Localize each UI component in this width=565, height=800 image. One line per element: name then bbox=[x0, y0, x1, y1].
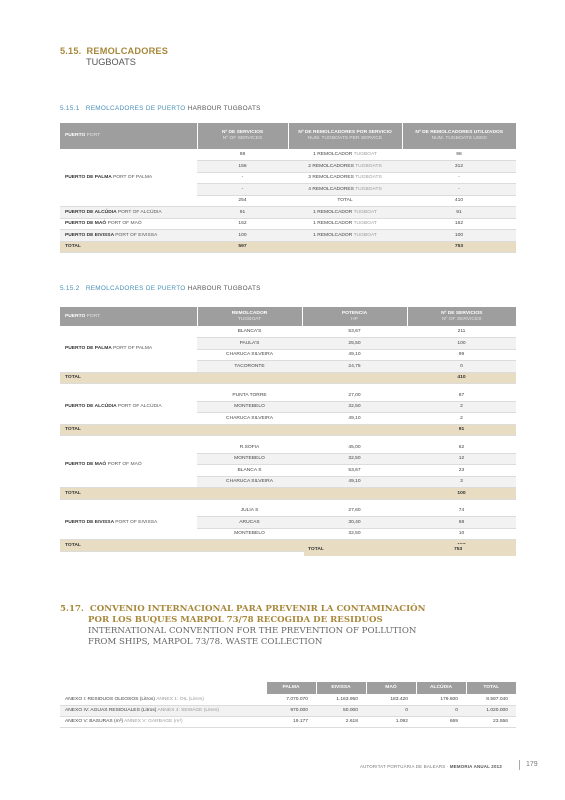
tugs-cell: 3 REMOLCADORES TUGBOATS bbox=[288, 172, 402, 184]
tugboat-cell: BLANCA S bbox=[197, 465, 302, 477]
services-cell: 3 bbox=[407, 476, 516, 488]
power-cell: 30,40 bbox=[302, 517, 407, 529]
subsection-title-es: REMOLCADORES DE PUERTO bbox=[85, 285, 186, 292]
services-cell: 156 bbox=[197, 161, 288, 173]
table-header-row bbox=[60, 123, 516, 149]
services-cell: 87 bbox=[407, 390, 516, 402]
services-cell: 100 bbox=[197, 230, 288, 242]
services-cell: 68 bbox=[407, 517, 516, 529]
table-row bbox=[60, 705, 516, 716]
used-cell: - bbox=[402, 172, 516, 184]
col-header-port: PUERTO PORT bbox=[60, 307, 197, 326]
marpol-title-es-1: 5.17. CONVENIO INTERNACIONAL PARA PREVENIR LA CONTAMINACIÓN bbox=[60, 604, 426, 614]
tugboat-cell: CHARUCA SILVEIRA bbox=[197, 476, 302, 488]
used-cell: 91 bbox=[402, 207, 516, 219]
power-cell: 24,75 bbox=[302, 361, 407, 373]
power-cell: 27,00 bbox=[302, 390, 407, 402]
subsection-title-en: HARBOUR TUGBOATS bbox=[187, 285, 261, 292]
group-total-row bbox=[60, 424, 516, 436]
tugboat-cell: JULIA S bbox=[197, 505, 302, 517]
tugboats-power-table bbox=[60, 307, 516, 552]
col-header-tugs-used: Nº DE REMOLCADORES UTILIZADOS NUM. TUGBOATS USED bbox=[402, 123, 516, 149]
total-used: 753 bbox=[402, 241, 516, 253]
power-cell: 45,00 bbox=[302, 442, 407, 454]
total-empty bbox=[197, 540, 302, 552]
value-cell: 19.177 bbox=[266, 716, 316, 727]
section-number: 5.15. bbox=[60, 46, 82, 56]
total-label: TOTAL bbox=[60, 424, 197, 436]
total-empty bbox=[288, 241, 402, 253]
marpol-title-en-2: FROM SHIPS, MARPOL 73/78. WASTE COLLECTION bbox=[88, 637, 323, 647]
total-empty bbox=[197, 488, 302, 500]
total-label: TOTAL bbox=[60, 488, 197, 500]
table-row bbox=[60, 505, 516, 517]
services-cell: 254 bbox=[197, 195, 288, 207]
col-header-services: Nº DE SERVICIOS Nº OF SERVICES bbox=[407, 307, 516, 326]
services-cell: 12 bbox=[407, 453, 516, 465]
services-cell: 2 bbox=[407, 413, 516, 425]
power-cell: 32,50 bbox=[302, 453, 407, 465]
table-row bbox=[60, 218, 516, 230]
col-header-total: TOTAL bbox=[466, 682, 516, 694]
total-empty bbox=[197, 372, 302, 384]
section-title-es: REMOLCADORES bbox=[86, 46, 169, 56]
services-cell: 10 bbox=[407, 528, 516, 540]
services-cell: 211 bbox=[407, 326, 516, 338]
services-cell: - bbox=[197, 184, 288, 196]
marpol-title-es-2: POR LOS BUQUES MARPOL 73/78 RECOGIDA DE RESIDUOS bbox=[88, 615, 383, 625]
tugs-cell: TOTAL bbox=[288, 195, 402, 207]
table-header-row bbox=[60, 307, 516, 326]
total-empty bbox=[302, 488, 407, 500]
total-label: TOTAL bbox=[60, 372, 197, 384]
total-label: TOTAL bbox=[60, 540, 197, 552]
table-row bbox=[60, 149, 516, 161]
table-row bbox=[60, 694, 516, 705]
subsection-title-es: REMOLCADORES DE PUERTO bbox=[85, 105, 186, 112]
col-header-eivissa: EIVISSA bbox=[316, 682, 366, 694]
value-cell: 0 bbox=[416, 705, 466, 716]
value-cell: 179.600 bbox=[416, 694, 466, 705]
tugboat-cell: MONTEBELO bbox=[197, 453, 302, 465]
table-row bbox=[60, 716, 516, 727]
total-value: 100 bbox=[407, 488, 516, 500]
col-header-tugboat: REMOLCADOR TUGBOAT bbox=[197, 307, 302, 326]
marpol-heading bbox=[60, 604, 425, 648]
waste-collection-table bbox=[60, 682, 516, 728]
section-heading bbox=[60, 46, 168, 68]
annex-label: ANEXO IV: AGUAS RESIDUALES (Litros) ANNEX 4: SEWAGE (Litres) bbox=[60, 705, 266, 716]
table-row bbox=[60, 207, 516, 219]
grand-total-bar bbox=[304, 544, 516, 556]
used-cell: 312 bbox=[402, 161, 516, 173]
tugs-cell: 1 REMOLCADOR TUGBOAT bbox=[288, 218, 402, 230]
footer-separator: · bbox=[446, 764, 449, 769]
col-header-empty bbox=[60, 682, 266, 694]
services-cell: - bbox=[197, 172, 288, 184]
value-cell: 183.420 bbox=[366, 694, 416, 705]
page-number: 179 bbox=[526, 761, 538, 768]
tugs-cell: 1 REMOLCADOR TUGBOAT bbox=[288, 149, 402, 161]
subsection-heading-2 bbox=[60, 285, 261, 292]
value-cell: 23.556 bbox=[466, 716, 516, 727]
tugboat-cell: CHARUCA SILVEIRA bbox=[197, 413, 302, 425]
used-cell: 100 bbox=[402, 230, 516, 242]
services-cell: 2 bbox=[407, 401, 516, 413]
grand-total-label: TOTAL bbox=[308, 547, 324, 552]
tugboat-cell: CHARUCA SILVEIRA bbox=[197, 349, 302, 361]
value-cell: 1.092 bbox=[366, 716, 416, 727]
tugboat-cell: PUNTA TORRE bbox=[197, 390, 302, 402]
services-cell: 74 bbox=[407, 505, 516, 517]
table-total-row bbox=[60, 241, 516, 253]
total-value: 91 bbox=[407, 424, 516, 436]
col-header-mao: MAÓ bbox=[366, 682, 416, 694]
harbour-tugboats-services-table bbox=[60, 123, 516, 253]
port-cell-palma: PUERTO DE PALMA PORT OF PALMA bbox=[60, 149, 197, 207]
port-cell-alcudia: PUERTO DE ALCÚDIA PORT OF ALCÚDIA bbox=[60, 207, 197, 219]
value-cell: 669 bbox=[416, 716, 466, 727]
annex-label: ANEXO I: RESIDUOS OLEOSOS (Litros) ANNEX 1: OIL (Litres) bbox=[60, 694, 266, 705]
footer-report: MEMORIA ANUAL 2013 bbox=[449, 764, 502, 769]
port-cell-eivissa: PUERTO DE EIVISSA PORT OF EIVISSA bbox=[60, 230, 197, 242]
power-cell: 27,60 bbox=[302, 505, 407, 517]
table-row bbox=[60, 442, 516, 454]
table-row bbox=[60, 230, 516, 242]
group-total-row bbox=[60, 488, 516, 500]
total-empty bbox=[197, 424, 302, 436]
services-cell: 0 bbox=[407, 361, 516, 373]
value-cell: 50.000 bbox=[316, 705, 366, 716]
value-cell: 1.163.950 bbox=[316, 694, 366, 705]
tugboat-cell: ARUCAS bbox=[197, 517, 302, 529]
col-header-palma: PALMA bbox=[266, 682, 316, 694]
value-cell: 8.597.040 bbox=[466, 694, 516, 705]
marpol-title-en-1: INTERNATIONAL CONVENTION FOR THE PREVENTION OF POLLUTION bbox=[88, 626, 417, 636]
used-cell: - bbox=[402, 184, 516, 196]
tugs-cell: 1 REMOLCADOR TUGBOAT bbox=[288, 230, 402, 242]
port-cell: PUERTO DE PALMA PORT OF PALMA bbox=[60, 326, 197, 372]
table-header-row bbox=[60, 682, 516, 694]
power-cell: 49,10 bbox=[302, 413, 407, 425]
services-cell: 91 bbox=[197, 207, 288, 219]
services-cell: 98 bbox=[197, 149, 288, 161]
total-services: 597 bbox=[197, 241, 288, 253]
subsection-heading-1 bbox=[60, 105, 261, 112]
subsection-title-en: HARBOUR TUGBOATS bbox=[187, 105, 261, 112]
port-cell: PUERTO DE EIVISSA PORT OF EIVISSA bbox=[60, 505, 197, 540]
value-cell: 1.020.000 bbox=[466, 705, 516, 716]
grand-total-value: 753 bbox=[454, 547, 463, 552]
total-empty bbox=[302, 424, 407, 436]
tugs-cell: 2 REMOLCADORES TUGBOATS bbox=[288, 161, 402, 173]
tugboat-cell: MONTEBELO bbox=[197, 401, 302, 413]
section-title-en: TUGBOATS bbox=[86, 57, 136, 67]
subsection-number: 5.15.2 bbox=[60, 285, 80, 292]
footer-divider bbox=[519, 760, 520, 770]
tugs-cell: 4 REMOLCADORES TUGBOATS bbox=[288, 184, 402, 196]
col-header-services: Nº DE SERVICIOS Nº OF SERVICES bbox=[197, 123, 288, 149]
total-label: TOTAL bbox=[60, 241, 197, 253]
value-cell: 7.070.070 bbox=[266, 694, 316, 705]
power-cell: 32,50 bbox=[302, 401, 407, 413]
services-cell: 99 bbox=[407, 349, 516, 361]
power-cell: 49,10 bbox=[302, 349, 407, 361]
tugboat-cell: BLANCA'S bbox=[197, 326, 302, 338]
services-cell: 62 bbox=[407, 442, 516, 454]
power-cell: 53,67 bbox=[302, 465, 407, 477]
power-cell: 49,10 bbox=[302, 476, 407, 488]
used-cell: 410 bbox=[402, 195, 516, 207]
used-cell: 98 bbox=[402, 149, 516, 161]
services-cell: 152 bbox=[197, 218, 288, 230]
used-cell: 152 bbox=[402, 218, 516, 230]
port-cell: PUERTO DE ALCÚDIA PORT OF ALCÚDIA bbox=[60, 390, 197, 425]
power-cell: 53,67 bbox=[302, 326, 407, 338]
tugboat-cell: TACORONTE bbox=[197, 361, 302, 373]
col-header-port: PUERTO PORT bbox=[60, 123, 197, 149]
value-cell: 970.000 bbox=[266, 705, 316, 716]
group-total-row bbox=[60, 372, 516, 384]
tugboat-cell: R.SOFIA bbox=[197, 442, 302, 454]
table-row bbox=[60, 390, 516, 402]
services-cell: 23 bbox=[407, 465, 516, 477]
col-header-power: POTENCIA HP bbox=[302, 307, 407, 326]
tugboat-cell: MONTEBELO bbox=[197, 528, 302, 540]
services-cell: 100 bbox=[407, 338, 516, 350]
col-header-alcudia: ALCÚDIA bbox=[416, 682, 466, 694]
value-cell: 2.618 bbox=[316, 716, 366, 727]
page-footer bbox=[360, 764, 502, 769]
col-header-tugs-per-service: Nº DE REMOLCADORES POR SERVICIO NUM. TUGBOATS PER SERVICE bbox=[288, 123, 402, 149]
total-empty bbox=[302, 372, 407, 384]
footer-org: AUTORITAT PORTUÀRIA DE BALEARS bbox=[360, 764, 446, 769]
total-value: 410 bbox=[407, 372, 516, 384]
power-cell: 25,50 bbox=[302, 338, 407, 350]
power-cell: 32,50 bbox=[302, 528, 407, 540]
table-row bbox=[60, 326, 516, 338]
subsection-number: 5.15.1 bbox=[60, 105, 80, 112]
annex-label: ANEXO V: BASURAS (m³) ANNEX V: GARBAGE (m³) bbox=[60, 716, 266, 727]
port-cell-mao: PUERTO DE MAÓ PORT OF MAÓ bbox=[60, 218, 197, 230]
port-cell: PUERTO DE MAÓ PORT OF MAÓ bbox=[60, 442, 197, 488]
tugboat-cell: PAULA'S bbox=[197, 338, 302, 350]
value-cell: 0 bbox=[366, 705, 416, 716]
tugs-cell: 1 REMOLCADOR TUGBOAT bbox=[288, 207, 402, 219]
